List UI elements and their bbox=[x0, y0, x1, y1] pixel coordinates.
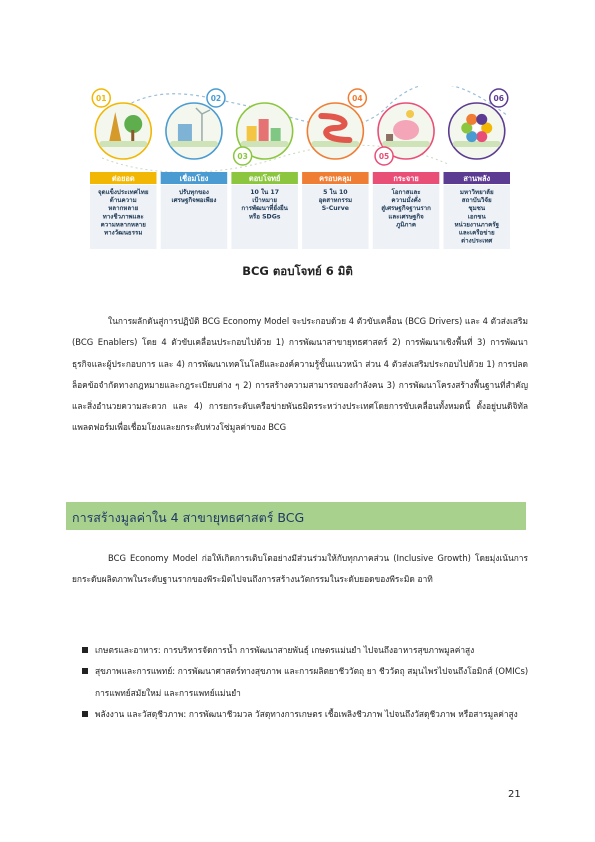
list-item-text: เกษตรและอาหาร: การบริหารจัดการน้ำ การพัฒนาสายพันธุ์ เกษตรแม่นยำ ไปจนถึงอาหารสุขภาพมูลค่าสูง bbox=[95, 645, 475, 655]
tree-trunk-icon bbox=[131, 130, 134, 141]
bcg-six-dimensions-infographic bbox=[88, 86, 513, 252]
coin-icon bbox=[406, 110, 414, 118]
number-badge-label: 05 bbox=[378, 152, 390, 161]
bullet-square-icon bbox=[82, 647, 88, 653]
scene-ground bbox=[453, 141, 501, 147]
network-node-icon bbox=[476, 131, 487, 142]
network-node-icon bbox=[466, 114, 477, 125]
scene-ground bbox=[241, 141, 289, 147]
number-badge-label: 03 bbox=[237, 152, 248, 161]
building-icon bbox=[178, 124, 192, 141]
column-title: กระจาย bbox=[393, 174, 419, 183]
column-line: ทางชีวภาพและ bbox=[102, 213, 144, 221]
column-line: หรือ SDGs bbox=[248, 213, 281, 221]
number-badge-label: 02 bbox=[210, 94, 222, 103]
column-line: ชุมชน bbox=[468, 205, 486, 213]
column-title: สานพลัง bbox=[463, 174, 491, 183]
column-line: ต่างประเทศ bbox=[461, 237, 493, 245]
scene-circle bbox=[95, 103, 151, 159]
column-line: ความมั่งคั่ง bbox=[391, 197, 421, 205]
column-line: ทางวัฒนธรรม bbox=[104, 229, 143, 237]
column-line: 10 ใน 17 bbox=[250, 189, 280, 196]
column-line: ด้านความ bbox=[109, 197, 137, 205]
piggy-bank-icon bbox=[393, 120, 419, 140]
scene-ground bbox=[311, 141, 359, 147]
page-number: 21 bbox=[508, 789, 521, 800]
scene-circle bbox=[166, 103, 222, 159]
column-line: S-Curve bbox=[321, 205, 349, 213]
paragraph-inclusive-growth-text: BCG Economy Model ก่อให้เกิดการเติบโตอย่างมีส่วนร่วมให้กับทุกภาคส่วน (Inclusive Growth) โดยมุ่งเน้นการยกระดับผลิตภาพในระดับฐานรากของพีระมิดไปจนถึงการสร้างนวัตกรรมในระดับยอดของพีระมิด อาทิ bbox=[72, 553, 528, 585]
column-line: เป้าหมาย bbox=[252, 197, 278, 205]
column-line: เศรษฐกิจพอเพียง bbox=[171, 197, 217, 205]
column-title: ต่อยอด bbox=[111, 174, 135, 183]
infographic-drawing bbox=[88, 86, 513, 252]
paragraph-inclusive-growth bbox=[72, 548, 528, 591]
list-item bbox=[82, 661, 530, 704]
figure-caption: BCG ตอบโจทย์ 6 มิติ bbox=[242, 264, 353, 278]
house-icon bbox=[259, 119, 269, 141]
column-line: ความหลากหลาย bbox=[100, 221, 146, 229]
network-center-icon bbox=[473, 124, 481, 132]
column-line: 5 ใน 10 bbox=[323, 189, 348, 196]
column-line: อุตสาหกรรม bbox=[318, 197, 353, 205]
number-badge-label: 01 bbox=[96, 94, 107, 103]
paragraph-bcg-drivers-text: ในการผลักดันสู่การปฏิบัติ BCG Economy Model จะประกอบด้วย 4 ตัวขับเคลื่อน (BCG Drivers) และ 4 ตัวส่งเสริม (BCG Enablers) โดย 4 ตัวขับเคลื่อนประกอบไปด้วย 1) การพัฒนาสาขายุทธศาสตร์ 2) การพัฒนาเชิงพื้นที่ 3) การพัฒนาธุรกิจและผู้ประกอบการ และ 4) การพัฒนาเทคโนโลยีและองค์ความรู้ขั้นแนวหน้า ส่วน 4 ตัวส่งเสริมประกอบไปด้วย 1) การปลดล็อคข้อจำกัดทางกฎหมายและกฎระเบียบต่าง ๆ 2) การสร้างความสามารถของกำลังคน 3) การพัฒนาโครงสร้างพื้นฐานที่สำคัญและสิ่งอำนวยความสะดวก และ 4) การยกระดับเครือข่ายพันธมิตรระหว่างประเทศโดยการขับเคลื่อนทั้งหมดนี้ ตั้งอยู่บนดิจิทัลแพลตฟอร์มเพื่อเชื่อมโยงและยกระดับห่วงโซ่มูลค่าของ BCG bbox=[72, 316, 528, 433]
column-line: หน่วยงานภาครัฐ bbox=[454, 221, 500, 229]
scene-ground bbox=[382, 141, 430, 147]
list-item bbox=[82, 704, 530, 725]
list-item bbox=[82, 640, 530, 661]
column-line: และเศรษฐกิจ bbox=[388, 213, 424, 221]
house-icon bbox=[271, 128, 281, 141]
column-line: การพัฒนาที่ยั่งยืน bbox=[241, 205, 288, 213]
list-item-text: พลังงาน และวัสดุชีวภาพ: การพัฒนาชีวมวล วัสดุทางการเกษตร เชื้อเพลิงชีวภาพ ไปจนถึงวัสดุชีวภาพ หรือสารมูลค่าสูง bbox=[95, 709, 518, 720]
column-line: มหาวิทยาลัย bbox=[459, 189, 494, 196]
column-line: ภูมิภาค bbox=[396, 221, 416, 229]
section-title: การสร้างมูลค่าใน 4 สาขายุทธศาสตร์ BCG bbox=[72, 510, 305, 525]
column-line: หลากหลาย bbox=[108, 205, 139, 213]
bullet-square-icon bbox=[82, 668, 88, 674]
strategic-sector-list bbox=[82, 640, 530, 726]
bullet-square-icon bbox=[82, 711, 88, 717]
column-line: และเครือข่าย bbox=[458, 229, 495, 237]
column-line: จุดแข็งประเทศไทย bbox=[98, 189, 149, 196]
column-line: สู่เศรษฐกิจฐานราก bbox=[381, 205, 431, 213]
house-icon bbox=[247, 126, 257, 141]
list-item-text: สุขภาพและการแพทย์: การพัฒนาศาสตร์ทางสุขภาพ และการผลิตยาชีววัตถุ ยา ชีววัตถุ สมุนไพรไปจนถึงโอมิกส์ (OMICs) การแพทย์สมัยใหม่ และการแพทย์แม่นยำ bbox=[95, 666, 529, 698]
column-title: ตอบโจทย์ bbox=[248, 174, 281, 183]
scene-ground bbox=[170, 141, 218, 147]
column-line: เอกชน bbox=[467, 213, 486, 221]
column-line: ปรับทุกของ bbox=[178, 189, 209, 196]
section-header bbox=[66, 502, 526, 530]
number-badge-label: 04 bbox=[352, 94, 363, 103]
scene-ground bbox=[99, 141, 147, 147]
network-node-icon bbox=[476, 114, 487, 125]
column-line: โอกาสและ bbox=[391, 189, 421, 196]
number-badge-label: 06 bbox=[493, 94, 504, 103]
paragraph-bcg-drivers bbox=[72, 311, 528, 439]
column-title: เชื่อมโยง bbox=[179, 174, 209, 183]
box-icon bbox=[386, 134, 393, 141]
column-title: ครอบคลุม bbox=[319, 174, 352, 183]
column-line: สถาบันวิจัย bbox=[461, 197, 492, 205]
